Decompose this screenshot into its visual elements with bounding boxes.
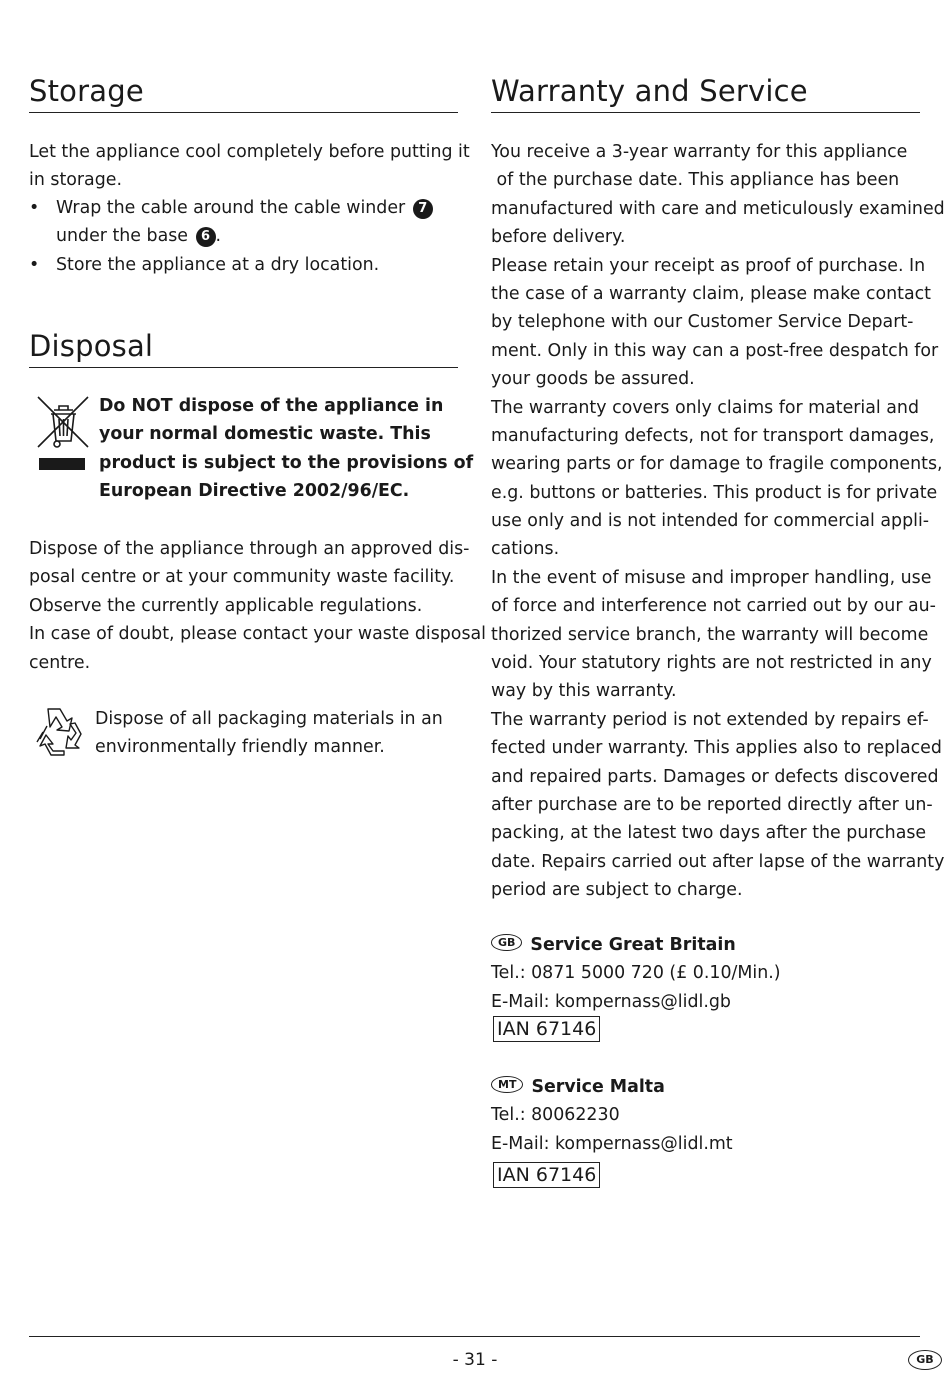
warranty-line: ment. Only in this way can a post-free despatch for (491, 340, 939, 361)
warranty-line: Please retain your receipt as proof of purchase. In (491, 255, 926, 276)
warranty-line: use only and is not intended for commercial appli- (491, 511, 930, 532)
cable-winder-number-badge: 7 (413, 199, 433, 219)
base-number-badge: 6 (196, 227, 216, 247)
warranty-line: manufacturing defects, not for transport damages, (491, 425, 935, 446)
language-badge: GB (908, 1350, 942, 1370)
warranty-heading: Warranty and Service (491, 74, 808, 108)
disposal-line: posal centre or at your community waste facility. (29, 567, 455, 588)
warranty-line: period are subject to charge. (491, 880, 743, 901)
packaging-line: Dispose of all packaging materials in an (95, 709, 443, 729)
recycle-icon (31, 704, 89, 762)
mt-country-badge: MT (491, 1076, 523, 1093)
warranty-line: fected under warranty. This applies also to replaced (491, 738, 942, 759)
warranty-line: of force and interference not carried out by our au- (491, 596, 936, 617)
packaging-line: environmentally friendly manner. (95, 737, 385, 758)
warning-line: Do NOT dispose of the appliance in (99, 396, 444, 416)
warranty-line: wearing parts or for damage to fragile components, (491, 454, 943, 475)
warranty-line: packing, at the latest two days after the purchase (491, 823, 927, 844)
disposal-line: Dispose of the appliance through an approved dis- (29, 539, 470, 559)
warranty-line: You receive a 3-year warranty for this appliance (491, 142, 908, 162)
service-mt-ian: IAN 67146 (493, 1162, 600, 1188)
warranty-heading-rule (491, 112, 920, 113)
storage-bullet-location (56, 251, 379, 279)
warranty-line: your goods be assured. (491, 369, 695, 390)
service-mt-title: Service Malta (531, 1077, 665, 1097)
disposal-line: centre. (29, 652, 91, 673)
service-gb-title: Service Great Britain (530, 935, 736, 955)
warranty-line: In the event of misuse and improper handling, use (491, 567, 932, 588)
warranty-body (491, 138, 945, 905)
service-mt-block (491, 1073, 733, 1191)
disposal-heading-rule (29, 367, 458, 368)
crossed-bin-icon (35, 394, 91, 476)
storage-heading: Storage (29, 74, 144, 108)
warranty-line: and repaired parts. Damages or defects discovered (491, 766, 939, 787)
disposal-line: In case of doubt, please contact your waste disposal (29, 624, 486, 645)
disposal-heading: Disposal (29, 329, 154, 363)
gb-country-badge: GB (491, 934, 522, 951)
bullet-dot: • (29, 255, 40, 275)
disposal-body (29, 535, 486, 677)
service-gb-tel: Tel.: 0871 5000 720 (£ 0.10/Min.) (491, 963, 781, 984)
page-number: - 31 - (452, 1350, 498, 1370)
storage-intro (29, 138, 470, 195)
warranty-line: the case of a warranty claim, please make contact (491, 283, 931, 304)
bullet-text: Wrap the cable around the cable winder (56, 198, 406, 218)
bullet-dot: • (29, 198, 40, 218)
service-gb-block (491, 931, 781, 1045)
footer-rule (29, 1336, 920, 1337)
service-gb-email: E-Mail: kompernass@lidl.gb (491, 991, 731, 1012)
warranty-line: e.g. buttons or batteries. This product is for private (491, 482, 938, 503)
storage-bullet-cable (56, 194, 433, 251)
storage-intro-line: Let the appliance cool completely before putting it (29, 142, 470, 162)
service-gb-ian: IAN 67146 (493, 1016, 600, 1042)
warning-line: product is subject to the provisions of (99, 452, 474, 473)
warranty-line: The warranty covers only claims for material and (491, 397, 919, 418)
bullet-text: under the base (56, 226, 188, 247)
warranty-line: after purchase are to be reported directly after un- (491, 794, 933, 815)
storage-intro-line: in storage. (29, 170, 122, 191)
warranty-line: way by this warranty. (491, 681, 677, 702)
warning-line: your normal domestic waste. This (99, 424, 431, 445)
storage-heading-rule (29, 112, 458, 113)
warranty-line: by telephone with our Customer Service Depart- (491, 312, 914, 333)
warranty-line: thorized service branch, the warranty will become (491, 624, 929, 645)
service-mt-tel: Tel.: 80062230 (491, 1105, 620, 1126)
warranty-line: void. Your statutory rights are not restricted in any (491, 653, 932, 674)
warranty-line: date. Repairs carried out after lapse of the warranty (491, 851, 945, 872)
warranty-line: The warranty period is not extended by repairs ef- (491, 709, 929, 730)
bullet-trail: . (215, 226, 222, 247)
warranty-line: manufactured with care and meticulously examined (491, 198, 945, 219)
packaging-note (95, 705, 443, 762)
warranty-line: of the purchase date. This appliance has been (491, 170, 900, 191)
disposal-warning (99, 392, 473, 506)
warranty-line: before delivery. (491, 227, 626, 248)
warranty-line: cations. (491, 539, 560, 560)
disposal-line: Observe the currently applicable regulations. (29, 595, 423, 616)
warning-line: European Directive 2002/96/EC. (99, 481, 410, 502)
service-mt-email: E-Mail: kompernass@lidl.mt (491, 1133, 733, 1154)
bullet-text: Store the appliance at a dry location. (56, 255, 380, 275)
